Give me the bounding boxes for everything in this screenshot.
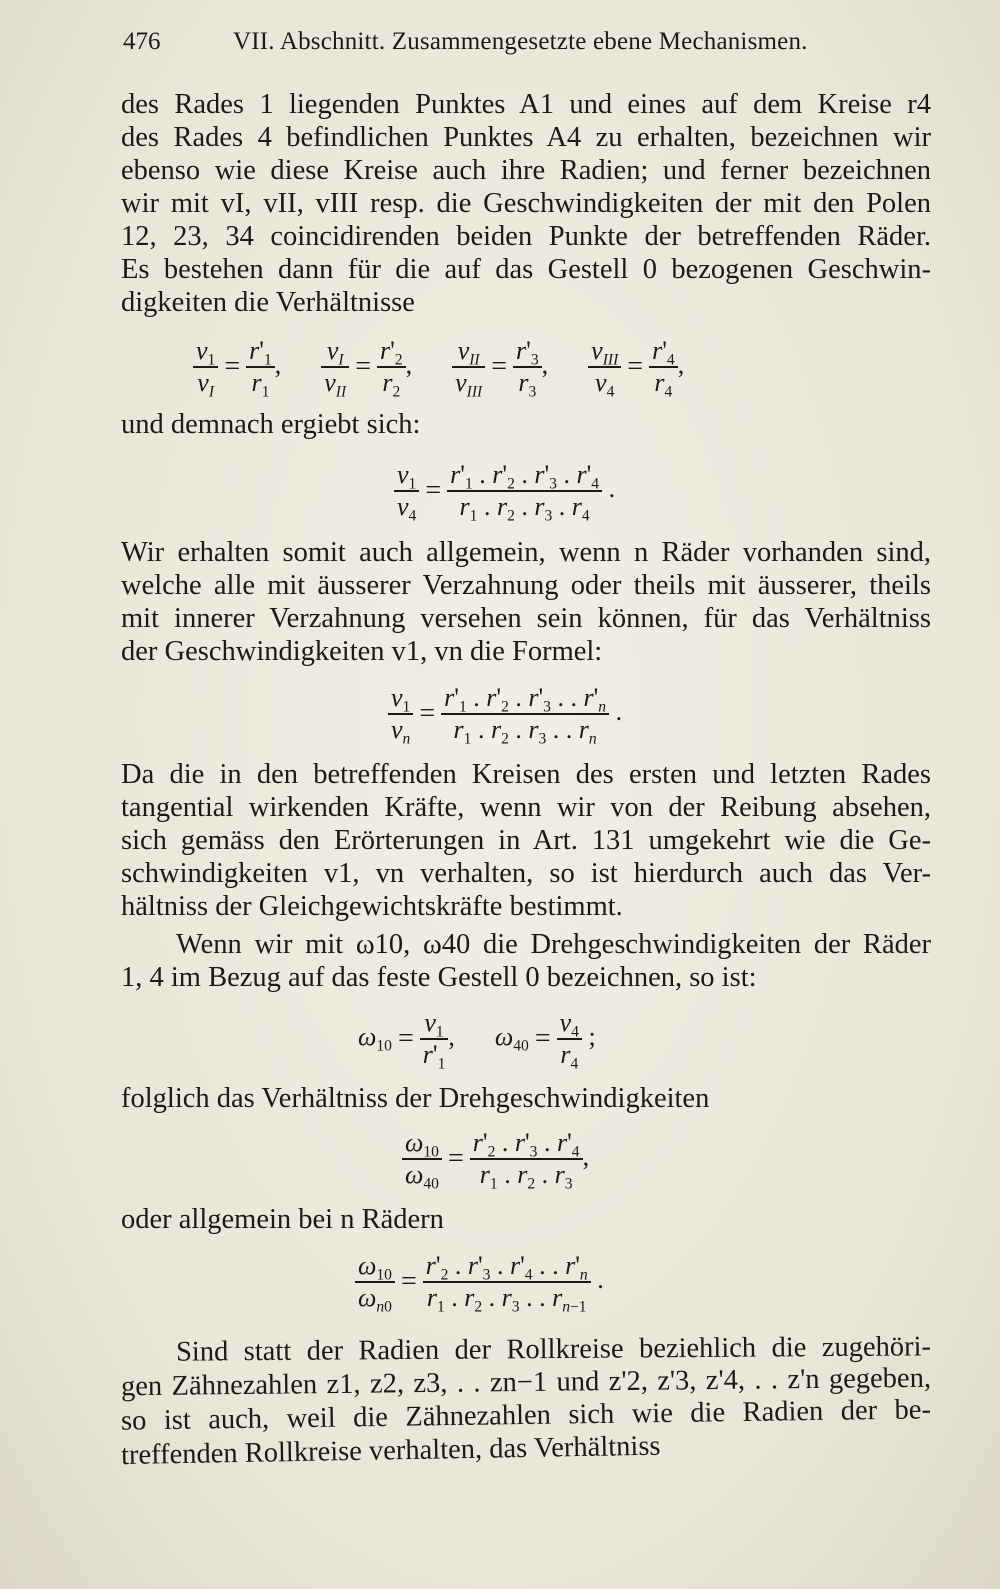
text-line: digkeiten die Verhältnisse	[121, 287, 415, 318]
text-line: hältniss der Gleichgewichtskräfte bestimmt.	[121, 891, 623, 922]
text-line: tangential wirkenden Kräfte, wenn wir von der Reibung absehen,	[121, 792, 931, 823]
text-line: schwindigkeiten v1, vn verhalten, so ist hierdurch auch das Ver-	[121, 858, 931, 889]
text-line: und demnach ergiebt sich:	[121, 409, 421, 440]
text-line: mit innerer Verzahnung versehen sein können, für das Verhältniss	[121, 603, 931, 634]
text-line: Da die in den betreffenden Kreisen des ersten und letzten Rades	[121, 759, 931, 790]
text-line: treffenden Rollkreise verhalten, das Verhältniss	[120, 1430, 661, 1472]
equation: $\frac{v_1}{v_n}$ = $\frac{r'_1 . r'_2 . r'_3 . . r'_n}{r_1 . r_2 . r_3 . . r_n}$ .	[388, 685, 622, 743]
text-line: 1, 4 im Bezug auf das feste Gestell 0 bezeichnen, so ist:	[121, 962, 757, 993]
equation: $\frac{v_1}{v_4}$ = $\frac{r'_1 . r'_2 . r'_3 . r'_4}{r_1 . r_2 . r_3 . r_4}$ .	[394, 462, 615, 520]
running-head: VII. Abschnitt. Zusammengesetzte ebene Mechanismen.	[233, 28, 808, 55]
text-line: folglich das Verhältniss der Drehgeschwindigkeiten	[121, 1083, 710, 1114]
text-line: Wir erhalten somit auch allgemein, wenn n Räder vorhanden sind,	[121, 537, 931, 568]
equation: $\frac{\omega_{10}}{\omega_{40}}$ = $\frac{r'_2 . r'_3 . r'_4}{r_1 . r_2 . r_3}$ ,	[402, 1130, 589, 1188]
text-line: oder allgemein bei n Rädern	[121, 1204, 444, 1235]
equation: $\frac{v_1}{v_I}$ = $\frac{r'_1}{r_1}$ , $\frac{v_I}{v_{II}}$ = $\frac{r'_2}{r_2}$ , $\frac{v_{II}}{v_{III}}$ = $\frac{r'_3}{r_3}$ , $\frac{v_{III}}{v_4}$ = $\frac{r'_4}{r_4}$ ,	[193, 338, 684, 396]
text-line: Es bestehen dann für die auf das Gestell 0 bezogenen Geschwin-	[121, 254, 931, 285]
text-line: Wenn wir mit ω10, ω40 die Drehgeschwindigkeiten der Räder	[176, 929, 931, 960]
page-number: 476	[123, 28, 161, 55]
text-line: des Rades 1 liegenden Punktes A1 und eines auf dem Kreise r4	[121, 89, 931, 120]
text-line: gen Zähnezahlen z1, z2, z3, . . zn−1 und z'2, z'3, z'4, . . z'n gegeben,	[120, 1362, 932, 1403]
text-line: 12, 23, 34 coincidirenden beiden Punkte der betreffenden Räder.	[121, 221, 931, 252]
text-line: der Geschwindigkeiten v1, vn die Formel:	[121, 636, 603, 667]
text-line: so ist auch, weil die Zähnezahlen sich wie die Radien der be-	[120, 1394, 932, 1437]
text-line: welche alle mit äusserer Verzahnung oder theils mit äusserer, theils	[121, 570, 931, 601]
text-line: wir mit vI, vII, vIII resp. die Geschwindigkeiten der mit den Polen	[121, 188, 931, 219]
page-header	[123, 28, 923, 68]
text-line: Sind statt der Radien der Rollkreise beziehlich die zugehöri-	[175, 1331, 932, 1368]
text-line: sich gemäss den Erörterungen in Art. 131 umgekehrt wie die Ge-	[121, 825, 931, 856]
equation: $\omega_{10}$ = $\frac{v_1}{r'_1}$ , $\omega_{40}$ = $\frac{v_4}{r_4}$ ;	[358, 1008, 596, 1073]
text-line: ebenso wie diese Kreise auch ihre Radien; und ferner bezeichnen	[121, 155, 931, 186]
equation: $\frac{\omega_{10}}{\omega_{n0}}$ = $\frac{r'_2 . r'_3 . r'_4 . . r'_n}{r_1 . r_2 . r_3 . . r_{n-1}}$ .	[355, 1253, 604, 1311]
text-line: des Rades 4 befindlichen Punktes A4 zu erhalten, bezeichnen wir	[121, 122, 931, 153]
